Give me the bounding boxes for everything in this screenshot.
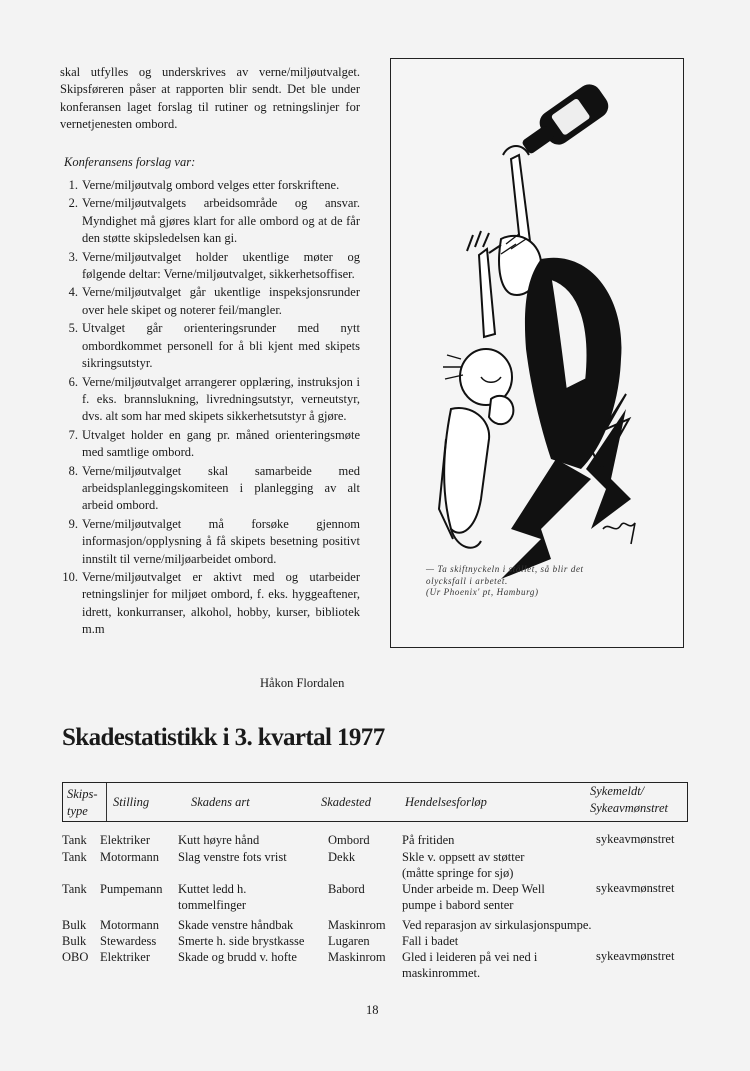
cell-sted: Maskinrom (328, 950, 386, 964)
cell-type: Tank (62, 850, 87, 864)
forslag-heading: Konferansens forslag var: (64, 154, 196, 169)
cell-forlop: Fall i badet (402, 934, 459, 948)
item-text: Verne/miljøutvalget holder ukentlige møter og følgende deltar: Verne/miljøutvalget, sikkerhetsoffiser. (82, 249, 360, 282)
bottle-icon (515, 80, 613, 163)
cell-sted: Maskinrom (328, 918, 386, 932)
list-item (60, 177, 360, 194)
cell-stilling: Elektriker (100, 950, 150, 964)
cell-type: OBO (62, 950, 89, 964)
header-skipstype: Skips- (67, 787, 98, 801)
statistics-title: Skadestatistikk i 3. kvartal 1977 (62, 724, 385, 751)
cell-art: Skade og brudd v. hofte (178, 950, 297, 964)
cell-art-2: tommelfinger (178, 898, 247, 912)
list-item (60, 249, 360, 284)
cell-forlop: På fritiden (402, 833, 455, 847)
cell-art: Slag venstre fots vrist (178, 850, 287, 864)
list-item (60, 516, 360, 568)
list-item (60, 569, 360, 639)
item-number: 8. (68, 463, 78, 478)
list-item (60, 374, 360, 426)
cell-stilling: Stewardess (100, 934, 157, 948)
item-number: 6. (68, 374, 78, 389)
item-text: Verne/miljøutvalget skal samarbeide med arbeidsplanleggingskomiteen i planlegging av alt arbeid ombord. (82, 463, 360, 513)
author-signature: Håkon Flordalen (260, 676, 345, 690)
cell-forlop-2: (måtte springe for sjø) (402, 866, 514, 880)
cell-type: Tank (62, 882, 87, 896)
header-stilling: Stilling (113, 795, 150, 809)
item-text: Verne/miljøutvalget må forsøke gjennom informasjon/opplysning å få skipets besetning positivt innstilt til verne/miljøarbeidet ombord. (82, 516, 360, 566)
item-text: Verne/miljøutvalgets arbeidsområde og ansvar. Myndighet må gjøres klart for alle ombord og at de får den støtte skipsledelsen kan gi. (82, 196, 360, 246)
cartoon-caption (426, 564, 646, 599)
item-number: 7. (68, 427, 78, 442)
cell-forlop: Ved reparasjon av sirkulasjonspumpe. (402, 918, 592, 932)
item-number: 9. (68, 516, 78, 531)
cell-sykemeldt: sykeavmønstret (596, 832, 675, 846)
cell-type: Bulk (62, 918, 87, 932)
item-text: Verne/miljøutvalget arrangerer opplæring, instruksjon i f. eks. brannslukning, livredningsutstyr, verneutstyr, dvs. alt som har med skipets sikkerhetsutstyr å gjøre. (82, 374, 360, 424)
header-divider (106, 783, 107, 821)
forslag-list (60, 177, 360, 639)
item-text: Utvalget holder en gang pr. måned orienteringsmøte med samtlige ombord. (82, 427, 360, 460)
cartoon-illustration (390, 58, 684, 648)
article-column (60, 64, 360, 640)
item-number: 5. (68, 321, 78, 336)
cell-forlop: Under arbeide m. Deep Well (402, 882, 545, 896)
cell-sykemeldt: sykeavmønstret (596, 881, 675, 895)
list-item (60, 427, 360, 462)
item-text: Verne/miljøutvalget går ukentlige inspeksjonsrunder over hele skipet og noterer feil/mangler. (82, 285, 360, 317)
cell-art: Kutt høyre hånd (178, 833, 260, 847)
page-number: 18 (366, 1003, 379, 1017)
cell-forlop: Gled i leideren på vei ned i (402, 950, 538, 964)
cell-stilling: Pumpemann (100, 882, 163, 896)
item-number: 4. (68, 285, 78, 300)
header-skadens-art: Skadens art (191, 795, 250, 809)
intro-paragraph: skal utfylles og underskrives av verne/miljøutvalget. Skipsføreren påser at rapporten blir sendt. Det ble under konferansen laget forslag til rutiner og retningslinjer for vernetjenesten ombord. (60, 65, 360, 132)
item-number: 10. (62, 569, 78, 584)
cell-forlop-2: maskinrommet. (402, 966, 481, 980)
item-text: Utvalget går orienteringsrunder med nytt ombordkommet personell for å bli kjent med skipets sikringsutstyr. (82, 321, 360, 371)
cell-sted: Babord (328, 882, 365, 896)
cell-stilling: Elektriker (100, 833, 150, 847)
cell-sted: Lugaren (328, 934, 370, 948)
cell-sykemeldt: sykeavmønstret (596, 949, 675, 963)
cell-stilling: Motormann (100, 850, 160, 864)
item-number: 1. (68, 178, 78, 193)
caption-line: (Ur Phoenix' pt, Hamburg) (426, 587, 539, 597)
cell-art: Skade venstre håndbak (178, 918, 294, 932)
item-number: 3. (68, 249, 78, 264)
header-sykemeldt: Sykemeldt/ (590, 784, 645, 798)
table-header (62, 782, 688, 822)
item-number: 2. (68, 196, 78, 211)
cell-sted: Ombord (328, 833, 370, 847)
cell-type: Tank (62, 833, 87, 847)
cartoon-drawing (391, 59, 685, 649)
cell-stilling: Motormann (100, 918, 160, 932)
item-text: Verne/miljøutvalg ombord velges etter forskriftene. (82, 178, 340, 193)
list-item (60, 320, 360, 372)
header-hendelsesforlop: Hendelsesforløp (405, 795, 487, 809)
list-item (60, 463, 360, 515)
item-text: Verne/miljøutvalget er aktivt med og utarbeider retningslinjer for miljøet ombord, f. eks. hyggeaftener, idrett, konkurranser, alkohol, hobby, kurser, bibliotek m.m (82, 569, 360, 637)
cell-forlop-2: pumpe i babord senter (402, 898, 514, 912)
list-item (60, 195, 360, 247)
list-item (60, 284, 360, 319)
header-sykeavmonstret: Sykeavmønstret (590, 801, 668, 815)
caption-line: — Ta skiftnyckeln i stället, så blir det (426, 564, 584, 574)
cell-type: Bulk (62, 934, 87, 948)
cell-sted: Dekk (328, 850, 356, 864)
cell-art: Smerte h. side brystkasse (178, 934, 305, 948)
caption-line: olycksfall i arbetet. (426, 575, 508, 586)
cell-forlop: Skle v. oppsett av støtter (402, 850, 525, 864)
cell-art: Kuttet ledd h. (178, 882, 247, 896)
header-skadested: Skadested (321, 795, 371, 809)
header-skipstype-2: type (67, 804, 88, 818)
